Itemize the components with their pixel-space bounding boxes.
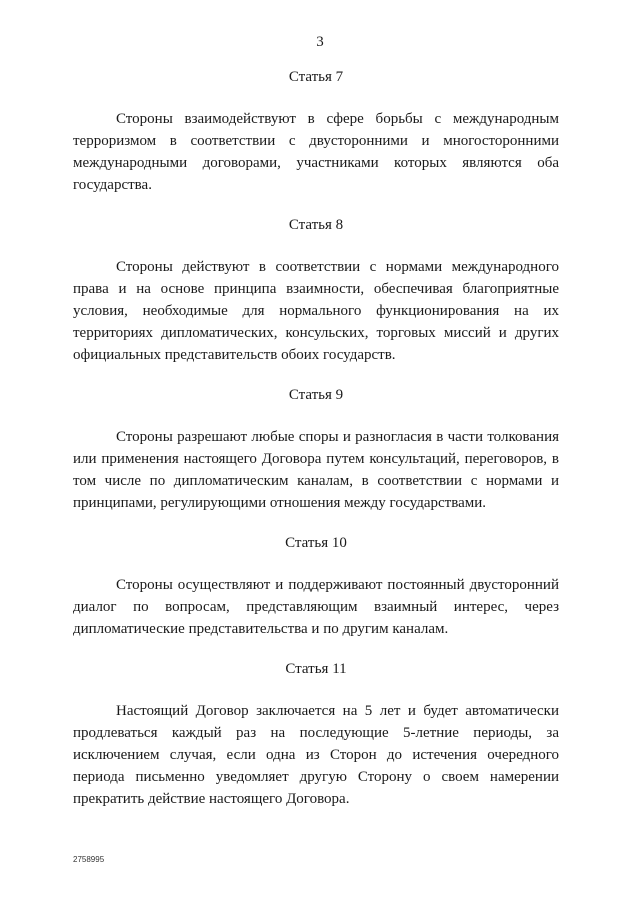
article-title: Статья 7 [288,69,344,85]
article-10 [73,534,559,640]
article-7 [73,68,559,196]
article-text: Настоящий Договор заключается на 5 лет и будет автоматически продлеваться каждый раз на последующие 5-летние периоды, за исключением случая, если одна из Сторон до истечения очередного периода письменно уведомляет другую Сторону о своем намерении прекратить действие настоящего Договора. [73,703,559,807]
document-code: 2758995 [73,855,105,864]
article-text: Стороны взаимодействуют в сфере борьбы с международным терроризмом в соответствии с двусторонними и многосторонними международными договорами, участниками которых являются оба государства. [73,111,559,193]
article-11 [73,660,559,810]
page-number: 3 [316,34,324,50]
article-text: Стороны действуют в соответствии с нормами международного права и на основе принципа взаимности, обеспечивая благоприятные условия, необходимые для нормального функционирования на их территориях дипломатических, консульских, торговых миссий и других официальных представительств обоих государств. [73,259,559,363]
article-title: Статья 8 [288,217,344,233]
document-body [73,68,559,830]
article-9 [73,386,559,514]
article-title: Статья 10 [285,535,347,551]
article-title: Статья 11 [285,661,347,677]
article-title: Статья 9 [288,387,344,403]
article-text: Стороны разрешают любые споры и разногласия в части толкования или применения настоящего Договора путем консультаций, переговоров, в том числе по дипломатическим каналам, в соответствии с нормами и принципами, регулирующими отношения между государствами. [73,429,559,511]
article-text: Стороны осуществляют и поддерживают постоянный двусторонний диалог по вопросам, представляющим взаимный интерес, через дипломатические представительства и по другим каналам. [73,577,559,637]
article-8 [73,216,559,366]
